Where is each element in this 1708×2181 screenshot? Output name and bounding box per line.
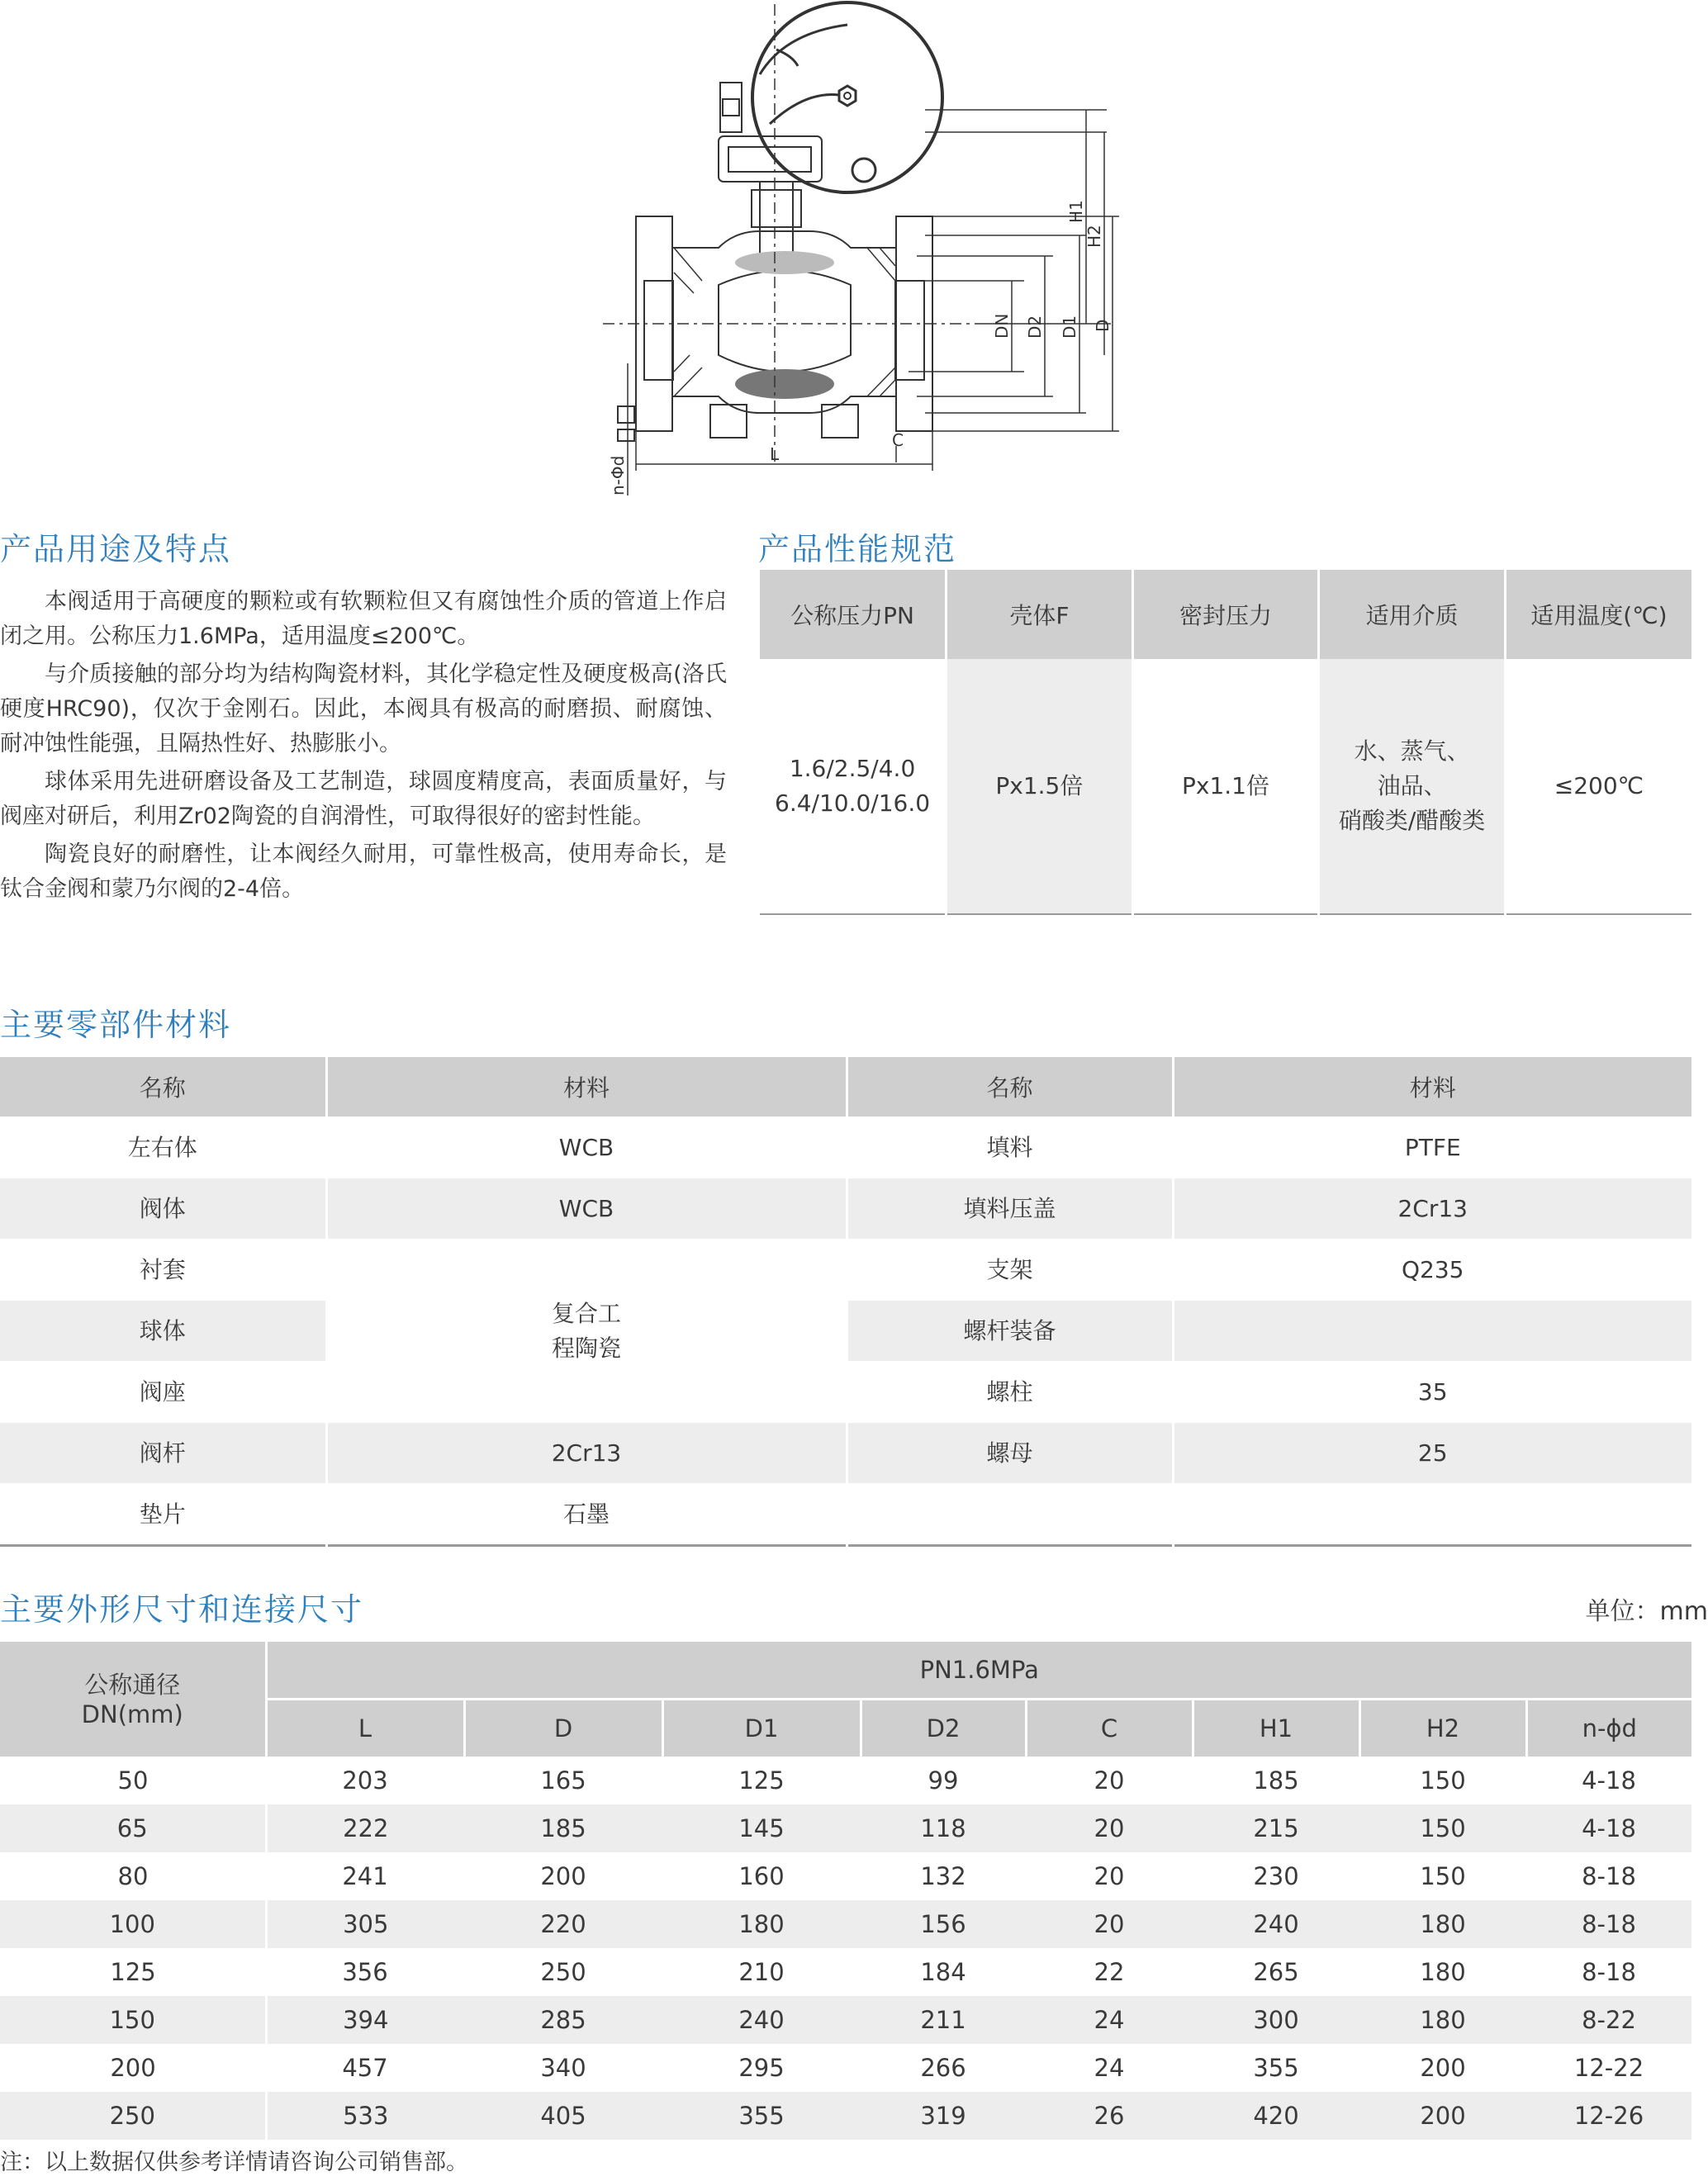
perf-header: 公称压力PN: [760, 570, 947, 659]
perf-temp: ≤200℃: [1554, 772, 1644, 799]
label-nd: n-Φd: [608, 455, 628, 495]
table-row: [0, 2092, 1691, 2140]
dims-value-cell: 210: [738, 1958, 785, 1986]
dims-value-cell: 200: [540, 1862, 586, 1890]
mat-name: 球体: [0, 1301, 326, 1362]
dims-dn-header-line: 公称通径: [84, 1670, 181, 1699]
mat-material: PTFE: [1173, 1117, 1691, 1178]
dims-value-cell: 285: [464, 1996, 662, 2044]
performance-table: [760, 570, 1691, 915]
intro-paragraph: 本阀适用于高硬度的颗粒或有软颗粒但又有腐蚀性介质的管道上作启闭之用。公称压力1.6MPa，适用温度≤200℃。: [0, 589, 727, 649]
dims-value-cell: 222: [266, 1804, 464, 1852]
dims-value-cell: 230: [1253, 1862, 1299, 1890]
dims-col-header: n-ϕd: [1526, 1700, 1691, 1757]
dims-value-cell: 211: [861, 1996, 1026, 2044]
intro-paragraph: 陶瓷良好的耐磨性，让本阀经久耐用，可靠性极高，使用寿命长，是钛合金阀和蒙乃尔阀的2-4倍。: [0, 842, 727, 902]
mat-material: WCB: [326, 1117, 847, 1178]
dims-value-cell: 266: [920, 2054, 966, 2082]
mat-name: 填料: [847, 1117, 1173, 1178]
dims-value-cell: 200: [1420, 2054, 1466, 2082]
mat-name: 填料压盖: [847, 1178, 1173, 1240]
mat-ceramic-line: 程陶瓷: [551, 1334, 621, 1362]
dims-value-cell: 180: [662, 1900, 861, 1948]
dims-value-cell: 22: [1094, 1958, 1125, 1986]
intro-text: [0, 585, 727, 910]
label-d2: D2: [1025, 315, 1045, 339]
dims-value-cell: 160: [738, 1862, 785, 1890]
dims-dn-header: [0, 1642, 266, 1757]
dims-value-cell: 240: [662, 1996, 861, 2044]
mat-material: Q235: [1173, 1240, 1691, 1301]
dims-value-cell: 26: [1026, 2092, 1193, 2140]
dims-value-cell: 12-26: [1526, 2092, 1691, 2140]
dimensions-table: [0, 1642, 1691, 2140]
mat-header: 材料: [326, 1057, 847, 1117]
dims-col-header: D2: [861, 1700, 1026, 1757]
dims-value-cell: 20: [1026, 1900, 1193, 1948]
dims-dn-cell: 50: [117, 1766, 149, 1795]
dims-value-cell: 203: [342, 1766, 388, 1795]
dims-value-cell: 150: [1420, 1766, 1466, 1795]
dims-value-cell: 405: [464, 2092, 662, 2140]
dims-value-cell: 241: [342, 1862, 388, 1890]
table-row: [0, 1757, 1691, 1804]
label-dn: DN: [992, 313, 1012, 339]
mat-header: 名称: [0, 1057, 326, 1117]
perf-seal: Px1.1倍: [1132, 659, 1319, 914]
table-row: [0, 1948, 1691, 1996]
dims-value-cell: 150: [1359, 1804, 1526, 1852]
perf-header: 适用介质: [1319, 570, 1506, 659]
mat-name: 螺母: [847, 1423, 1173, 1484]
dims-value-cell: 24: [1094, 2054, 1125, 2082]
dims-col-header: H1: [1193, 1700, 1359, 1757]
mat-name: 左右体: [0, 1117, 326, 1178]
perf-medium-line: 硝酸类/醋酸类: [1338, 807, 1486, 834]
footnote: 注：以上数据仅供参考详情请咨询公司销售部。: [0, 2150, 468, 2175]
dims-value-cell: 533: [266, 2092, 464, 2140]
dims-dn-cell: 125: [110, 1958, 156, 1986]
perf-header: 密封压力: [1132, 570, 1319, 659]
perf-pn-line: 1.6/2.5/4.0: [789, 755, 916, 782]
dims-value-cell: 185: [1253, 1766, 1299, 1795]
mat-material-ceramic: [326, 1240, 847, 1423]
dims-dn-cell: 200: [110, 2054, 156, 2082]
perf-medium: [1319, 659, 1506, 914]
dims-value-cell: 355: [662, 2092, 861, 2140]
intro-paragraph: 与介质接触的部分均为结构陶瓷材料，其化学稳定性及硬度极高(洛氏硬度HRC90)，仅次于金刚石。因此，本阀具有极高的耐磨损、耐腐蚀、耐冲蚀性能强，且隔热性好、热膨胀小。: [0, 661, 727, 756]
label-d: D: [1093, 319, 1113, 332]
dims-value-cell: 420: [1193, 2092, 1359, 2140]
dims-value-cell: 305: [266, 1900, 464, 1948]
mat-empty: [847, 1484, 1173, 1546]
dims-value-cell: 132: [920, 1862, 966, 1890]
dims-value-cell: 20: [1026, 1804, 1193, 1852]
dims-value-cell: 215: [1193, 1804, 1359, 1852]
label-h2: H2: [1084, 225, 1104, 248]
perf-medium-line: 水、蒸气、: [1354, 737, 1470, 765]
dims-value-cell: 184: [920, 1958, 966, 1986]
dims-dn-cell: 65: [0, 1804, 266, 1852]
mat-header: 名称: [847, 1057, 1173, 1117]
dims-dn-cell: 150: [0, 1996, 266, 2044]
mat-material: [1173, 1301, 1691, 1362]
dims-value-cell: 12-22: [1573, 2054, 1644, 2082]
intro-paragraph: 球体采用先进研磨设备及工艺制造，球圆度精度高，表面质量好，与阀座对研后，利用Zr02陶瓷的自润滑性，可取得很好的密封性能。: [0, 769, 727, 829]
dims-value-cell: 156: [861, 1900, 1026, 1948]
dims-dn-cell: 100: [0, 1900, 266, 1948]
dims-dn-cell: 80: [117, 1862, 149, 1890]
mat-name: 垫片: [0, 1484, 326, 1546]
table-row: [0, 2044, 1691, 2092]
mat-name: 支架: [847, 1240, 1173, 1301]
perf-shell: Px1.5倍: [947, 659, 1133, 914]
mat-name: 阀体: [0, 1178, 326, 1240]
dims-col-header: D1: [662, 1700, 861, 1757]
dims-value-cell: 8-18: [1526, 1900, 1691, 1948]
dims-value-cell: 300: [1193, 1996, 1359, 2044]
dims-value-cell: 355: [1253, 2054, 1299, 2082]
dimensions-title: 主要外形尺寸和连接尺寸: [0, 1591, 364, 1628]
dims-value-cell: 240: [1193, 1900, 1359, 1948]
dims-col-header: L: [266, 1700, 464, 1757]
mat-material: 石墨: [326, 1484, 847, 1546]
dims-value-cell: 180: [1359, 1900, 1526, 1948]
mat-name: 衬套: [0, 1240, 326, 1301]
dims-value-cell: 118: [861, 1804, 1026, 1852]
table-row: [0, 1804, 1691, 1852]
dims-value-cell: 20: [1094, 1862, 1125, 1890]
intro-title: 产品用途及特点: [0, 531, 232, 567]
dims-value-cell: 457: [342, 2054, 388, 2082]
perf-header: 壳体F: [947, 570, 1133, 659]
mat-ceramic-line: 复合工: [551, 1299, 621, 1327]
dims-value-cell: 8-22: [1526, 1996, 1691, 2044]
dims-value-cell: 180: [1359, 1996, 1526, 2044]
mat-material: 2Cr13: [1173, 1178, 1691, 1240]
dims-value-cell: 220: [464, 1900, 662, 1948]
dims-value-cell: 295: [738, 2054, 785, 2082]
unit-label: 单位：mm: [1585, 1597, 1708, 1626]
mat-material: 35: [1173, 1362, 1691, 1423]
dims-col-header: D: [464, 1700, 662, 1757]
dims-value-cell: 319: [861, 2092, 1026, 2140]
dims-value-cell: 150: [1420, 1862, 1466, 1890]
table-row: [0, 1900, 1691, 1948]
mat-name: 螺柱: [847, 1362, 1173, 1423]
dims-value-cell: 165: [540, 1766, 586, 1795]
materials-table: [0, 1057, 1691, 1547]
dims-value-cell: 250: [540, 1958, 586, 1986]
dims-col-header: C: [1026, 1700, 1193, 1757]
dims-value-cell: 8-18: [1582, 1958, 1636, 1986]
performance-title: 产品性能规范: [758, 531, 957, 567]
dims-value-cell: 145: [662, 1804, 861, 1852]
mat-empty: [1173, 1484, 1691, 1546]
dims-value-cell: 4-18: [1526, 1804, 1691, 1852]
dims-value-cell: 180: [1420, 1958, 1466, 1986]
mat-material: WCB: [326, 1178, 847, 1240]
perf-medium-line: 油品、: [1377, 772, 1447, 799]
dims-dn-cell: 250: [0, 2092, 266, 2140]
dims-col-header: H2: [1359, 1700, 1526, 1757]
dims-value-cell: 8-18: [1582, 1862, 1636, 1890]
dims-value-cell: 356: [342, 1958, 388, 1986]
table-row: [0, 1852, 1691, 1900]
dims-value-cell: 99: [928, 1766, 959, 1795]
valve-technical-drawing: [595, 0, 1123, 504]
label-l: L: [770, 444, 780, 464]
dims-value-cell: 185: [464, 1804, 662, 1852]
dims-value-cell: 340: [540, 2054, 586, 2082]
mat-name: 螺杆装备: [847, 1301, 1173, 1362]
dims-value-cell: 125: [738, 1766, 785, 1795]
mat-material: 25: [1173, 1423, 1691, 1484]
label-h1: H1: [1066, 200, 1086, 223]
dims-value-cell: 4-18: [1582, 1766, 1636, 1795]
mat-name: 阀座: [0, 1362, 326, 1423]
dims-value-cell: 265: [1253, 1958, 1299, 1986]
mat-material: 2Cr13: [326, 1423, 847, 1484]
mat-header: 材料: [1173, 1057, 1691, 1117]
dims-group-header: PN1.6MPa: [266, 1642, 1691, 1700]
dims-value-cell: 200: [1359, 2092, 1526, 2140]
dims-dn-header-line: DN(mm): [81, 1700, 183, 1728]
label-d1: D1: [1060, 315, 1079, 339]
perf-header: 适用温度(℃): [1505, 570, 1691, 659]
materials-title: 主要零部件材料: [0, 1007, 232, 1043]
dims-value-cell: 20: [1094, 1766, 1125, 1795]
label-c: C: [892, 430, 904, 450]
dims-value-cell: 24: [1026, 1996, 1193, 2044]
perf-pn-line: 6.4/10.0/16.0: [775, 789, 931, 817]
dims-value-cell: 394: [266, 1996, 464, 2044]
table-row: [0, 1996, 1691, 2044]
mat-name: 阀杆: [0, 1423, 326, 1484]
perf-pn: [760, 659, 947, 914]
